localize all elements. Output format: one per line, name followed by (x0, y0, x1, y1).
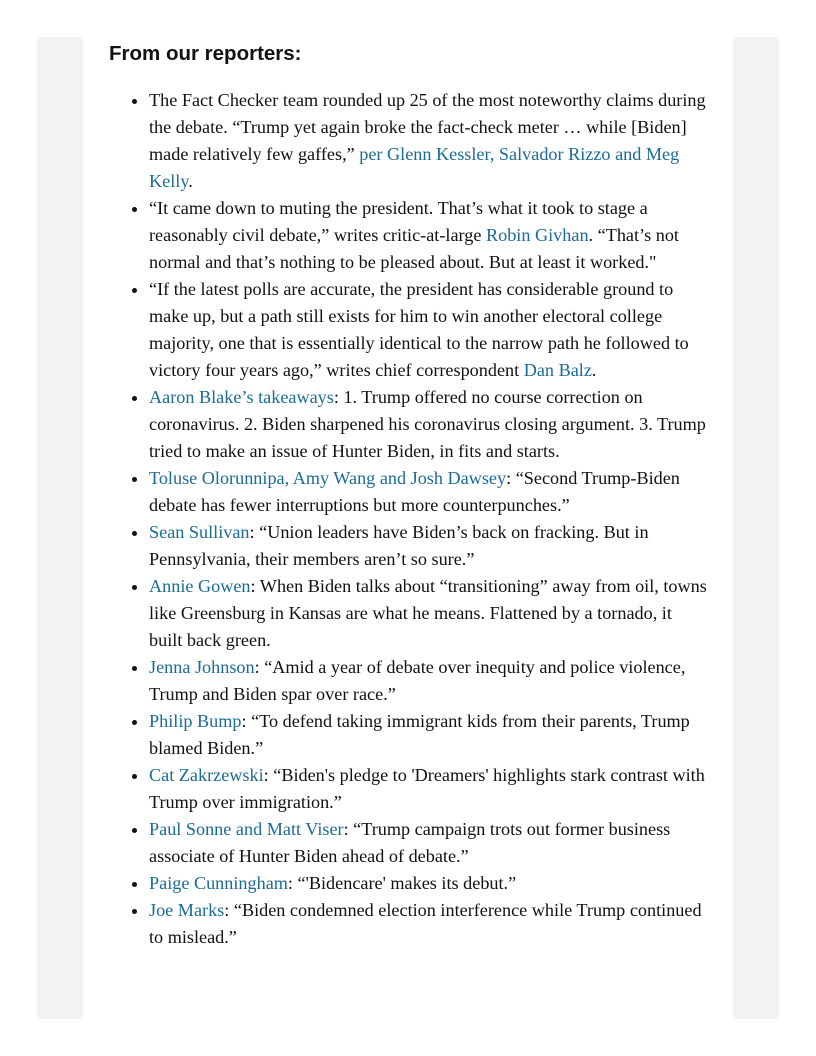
list-item (149, 276, 709, 384)
item-text: : “Amid a year of debate over inequity and police violence, Trump and Biden spar over race.” (149, 657, 686, 704)
item-text: : “'Bidencare' makes its debut.” (287, 873, 517, 893)
list-item (149, 762, 709, 816)
article-link[interactable]: Aaron Blake’s takeaways (149, 387, 334, 407)
list-item (149, 87, 709, 195)
article-link[interactable]: Joe Marks (149, 900, 225, 920)
article-link[interactable]: Paul Sonne and Matt Viser (149, 819, 344, 839)
section-heading: From our reporters: (109, 42, 302, 65)
article-link[interactable]: Dan Balz (523, 360, 592, 380)
item-text: : “Union leaders have Biden’s back on fracking. But in Pennsylvania, their members aren’t so sure.” (149, 522, 649, 569)
list-item (149, 384, 709, 465)
list-item (149, 195, 709, 276)
item-text: : When Biden talks about “transitioning” away from oil, towns like Greensburg in Kansas are what he means. Flattened by a tornado, it built back green. (149, 576, 707, 650)
list-item (149, 465, 709, 519)
left-gutter (37, 37, 83, 1019)
reporters-list (109, 87, 709, 951)
list-item (149, 870, 709, 897)
right-gutter (733, 37, 779, 1019)
list-item (149, 519, 709, 573)
list-item (149, 816, 709, 870)
article-link[interactable]: Philip Bump (149, 711, 242, 731)
list-item (149, 897, 709, 951)
article-link[interactable]: Cat Zakrzewski (149, 765, 264, 785)
item-text: : “Trump campaign trots out former business associate of Hunter Biden ahead of debate.” (149, 819, 671, 866)
item-text: . “That’s not normal and that’s nothing to be pleased about. But at least it worked." (149, 225, 679, 272)
article-link[interactable]: Annie Gowen (149, 576, 251, 596)
article-link[interactable]: per Glenn Kessler, Salvador Rizzo and Meg Kelly (149, 144, 680, 191)
newsletter-section (109, 40, 709, 951)
item-text: : “Second Trump-Biden debate has fewer interruptions but more counterpunches.” (149, 468, 680, 515)
item-text: The Fact Checker team rounded up 25 of the most noteworthy claims during the debate. “Trump yet again broke the fact-check meter … while [Biden] made relatively few gaffes,” (149, 90, 706, 164)
article-link[interactable]: Sean Sullivan (149, 522, 250, 542)
article-link[interactable]: Paige Cunningham (149, 873, 288, 893)
item-text: : 1. Trump offered no course correction on coronavirus. 2. Biden sharpened his coronavirus closing argument. 3. Trump tried to make an issue of Hunter Biden, in fits and starts. (149, 387, 706, 461)
article-link[interactable]: Robin Givhan (485, 225, 589, 245)
item-text: : “To defend taking immigrant kids from their parents, Trump blamed Biden.” (149, 711, 690, 758)
item-text: : “Biden condemned election interference while Trump continued to mislead.” (149, 900, 702, 947)
item-text: “It came down to muting the president. That’s what it took to stage a reasonably civil debate,” writes critic-at-large (149, 198, 648, 245)
article-link[interactable]: Jenna Johnson (149, 657, 255, 677)
item-text: . (591, 360, 597, 380)
list-item (149, 654, 709, 708)
list-item (149, 708, 709, 762)
item-text: : “Biden's pledge to 'Dreamers' highlights stark contrast with Trump over immigration.” (149, 765, 705, 812)
item-text: “If the latest polls are accurate, the president has considerable ground to make up, but a path still exists for him to win another electoral college majority, one that is essentially identical to the narrow path he followed to victory four years ago,” writes chief correspondent (149, 279, 689, 380)
article-link[interactable]: Toluse Olorunnipa, Amy Wang and Josh Dawsey (149, 468, 507, 488)
list-item (149, 573, 709, 654)
item-text: . (188, 171, 193, 191)
